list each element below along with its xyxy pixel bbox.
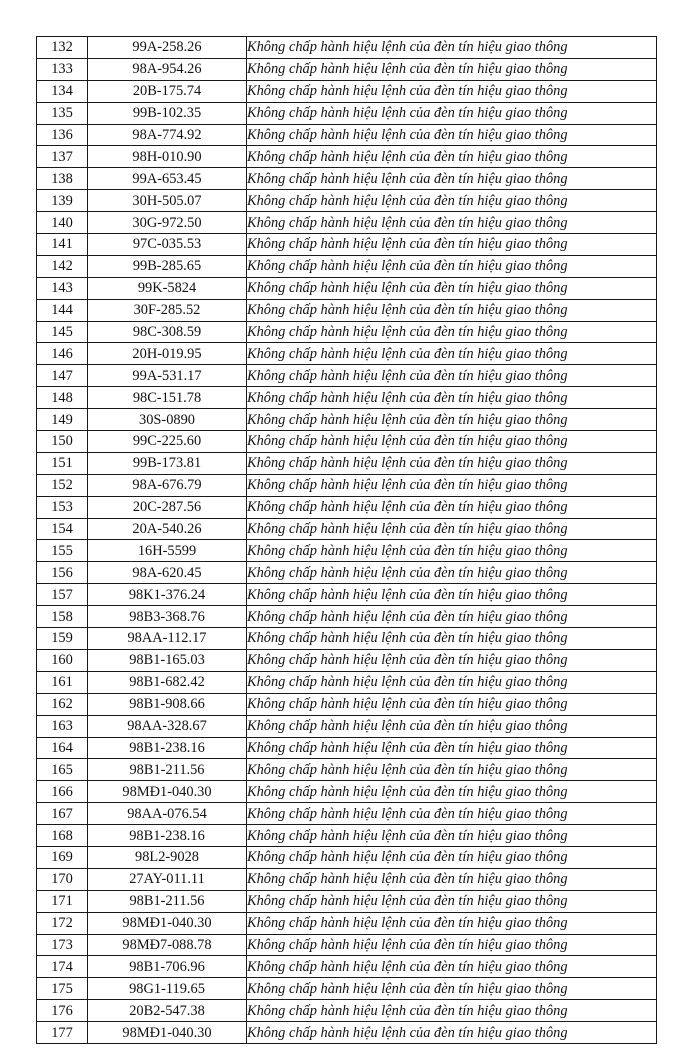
table-row	[37, 956, 657, 978]
table-row	[37, 715, 657, 737]
table-row	[37, 431, 657, 453]
license-plate-cell: 99A-653.45	[88, 168, 247, 190]
table-row	[37, 321, 657, 343]
license-plate-cell: 99B-173.81	[88, 452, 247, 474]
violation-description-cell: Không chấp hành hiệu lệnh của đèn tín hiệu giao thông	[247, 496, 657, 518]
row-number-cell: 148	[37, 387, 88, 409]
violation-description-cell: Không chấp hành hiệu lệnh của đèn tín hiệu giao thông	[247, 518, 657, 540]
row-number-cell: 140	[37, 212, 88, 234]
license-plate-cell: 98G1-119.65	[88, 978, 247, 1000]
row-number-cell: 142	[37, 255, 88, 277]
table-row	[37, 518, 657, 540]
violation-description-cell: Không chấp hành hiệu lệnh của đèn tín hiệu giao thông	[247, 255, 657, 277]
row-number-cell: 132	[37, 37, 88, 59]
table-row	[37, 649, 657, 671]
license-plate-cell: 99A-258.26	[88, 37, 247, 59]
table-row	[37, 299, 657, 321]
violation-description-cell: Không chấp hành hiệu lệnh của đèn tín hiệu giao thông	[247, 80, 657, 102]
table-row	[37, 759, 657, 781]
license-plate-cell: 16H-5599	[88, 540, 247, 562]
violation-description-cell: Không chấp hành hiệu lệnh của đèn tín hiệu giao thông	[247, 781, 657, 803]
table-row	[37, 168, 657, 190]
row-number-cell: 168	[37, 825, 88, 847]
violation-description-cell: Không chấp hành hiệu lệnh của đèn tín hiệu giao thông	[247, 277, 657, 299]
row-number-cell: 169	[37, 846, 88, 868]
violation-description-cell: Không chấp hành hiệu lệnh của đèn tín hiệu giao thông	[247, 321, 657, 343]
table-row	[37, 868, 657, 890]
row-number-cell: 157	[37, 584, 88, 606]
violation-description-cell: Không chấp hành hiệu lệnh của đèn tín hiệu giao thông	[247, 431, 657, 453]
license-plate-cell: 20B-175.74	[88, 80, 247, 102]
row-number-cell: 173	[37, 934, 88, 956]
violation-table-body	[37, 37, 657, 1044]
row-number-cell: 136	[37, 124, 88, 146]
table-row	[37, 124, 657, 146]
violation-description-cell: Không chấp hành hiệu lệnh của đèn tín hiệu giao thông	[247, 146, 657, 168]
row-number-cell: 171	[37, 890, 88, 912]
row-number-cell: 172	[37, 912, 88, 934]
row-number-cell: 155	[37, 540, 88, 562]
violation-description-cell: Không chấp hành hiệu lệnh của đèn tín hiệu giao thông	[247, 934, 657, 956]
violation-description-cell: Không chấp hành hiệu lệnh của đèn tín hiệu giao thông	[247, 124, 657, 146]
violation-description-cell: Không chấp hành hiệu lệnh của đèn tín hiệu giao thông	[247, 890, 657, 912]
violation-description-cell: Không chấp hành hiệu lệnh của đèn tín hiệu giao thông	[247, 671, 657, 693]
row-number-cell: 147	[37, 365, 88, 387]
table-row	[37, 934, 657, 956]
license-plate-cell: 98MĐ1-040.30	[88, 1022, 247, 1044]
table-row	[37, 606, 657, 628]
row-number-cell: 158	[37, 606, 88, 628]
table-row	[37, 255, 657, 277]
violation-description-cell: Không chấp hành hiệu lệnh của đèn tín hiệu giao thông	[247, 365, 657, 387]
row-number-cell: 150	[37, 431, 88, 453]
license-plate-cell: 20C-287.56	[88, 496, 247, 518]
row-number-cell: 146	[37, 343, 88, 365]
license-plate-cell: 30H-505.07	[88, 190, 247, 212]
row-number-cell: 154	[37, 518, 88, 540]
license-plate-cell: 97C-035.53	[88, 234, 247, 256]
license-plate-cell: 99C-225.60	[88, 431, 247, 453]
row-number-cell: 144	[37, 299, 88, 321]
violation-description-cell: Không chấp hành hiệu lệnh của đèn tín hiệu giao thông	[247, 693, 657, 715]
table-row	[37, 58, 657, 80]
license-plate-cell: 99B-102.35	[88, 102, 247, 124]
row-number-cell: 152	[37, 474, 88, 496]
violation-description-cell: Không chấp hành hiệu lệnh của đèn tín hiệu giao thông	[247, 759, 657, 781]
table-row	[37, 1000, 657, 1022]
violation-description-cell: Không chấp hành hiệu lệnh của đèn tín hiệu giao thông	[247, 1022, 657, 1044]
license-plate-cell: 20H-019.95	[88, 343, 247, 365]
violation-description-cell: Không chấp hành hiệu lệnh của đèn tín hiệu giao thông	[247, 540, 657, 562]
row-number-cell: 160	[37, 649, 88, 671]
license-plate-cell: 98AA-328.67	[88, 715, 247, 737]
table-row	[37, 496, 657, 518]
table-row	[37, 409, 657, 431]
table-row	[37, 80, 657, 102]
violation-table	[36, 36, 657, 1044]
violation-description-cell: Không chấp hành hiệu lệnh của đèn tín hiệu giao thông	[247, 956, 657, 978]
row-number-cell: 156	[37, 562, 88, 584]
table-row	[37, 343, 657, 365]
table-row	[37, 212, 657, 234]
license-plate-cell: 98B3-368.76	[88, 606, 247, 628]
violation-description-cell: Không chấp hành hiệu lệnh của đèn tín hiệu giao thông	[247, 343, 657, 365]
license-plate-cell: 98MĐ1-040.30	[88, 912, 247, 934]
table-row	[37, 737, 657, 759]
violation-description-cell: Không chấp hành hiệu lệnh của đèn tín hiệu giao thông	[247, 452, 657, 474]
violation-description-cell: Không chấp hành hiệu lệnh của đèn tín hiệu giao thông	[247, 387, 657, 409]
table-row	[37, 234, 657, 256]
license-plate-cell: 98B1-706.96	[88, 956, 247, 978]
violation-description-cell: Không chấp hành hiệu lệnh của đèn tín hiệu giao thông	[247, 212, 657, 234]
violation-description-cell: Không chấp hành hiệu lệnh của đèn tín hiệu giao thông	[247, 234, 657, 256]
table-row	[37, 671, 657, 693]
table-row	[37, 277, 657, 299]
row-number-cell: 176	[37, 1000, 88, 1022]
row-number-cell: 145	[37, 321, 88, 343]
table-row	[37, 584, 657, 606]
row-number-cell: 161	[37, 671, 88, 693]
license-plate-cell: 30G-972.50	[88, 212, 247, 234]
table-row	[37, 825, 657, 847]
violation-description-cell: Không chấp hành hiệu lệnh của đèn tín hiệu giao thông	[247, 168, 657, 190]
row-number-cell: 134	[37, 80, 88, 102]
license-plate-cell: 98A-774.92	[88, 124, 247, 146]
row-number-cell: 165	[37, 759, 88, 781]
row-number-cell: 149	[37, 409, 88, 431]
license-plate-cell: 99B-285.65	[88, 255, 247, 277]
license-plate-cell: 98AA-112.17	[88, 628, 247, 650]
row-number-cell: 137	[37, 146, 88, 168]
license-plate-cell: 98B1-211.56	[88, 759, 247, 781]
table-row	[37, 37, 657, 59]
license-plate-cell: 98H-010.90	[88, 146, 247, 168]
row-number-cell: 159	[37, 628, 88, 650]
license-plate-cell: 99K-5824	[88, 277, 247, 299]
table-row	[37, 912, 657, 934]
license-plate-cell: 98B1-238.16	[88, 825, 247, 847]
violation-description-cell: Không chấp hành hiệu lệnh của đèn tín hiệu giao thông	[247, 868, 657, 890]
license-plate-cell: 20B2-547.38	[88, 1000, 247, 1022]
violation-description-cell: Không chấp hành hiệu lệnh của đèn tín hiệu giao thông	[247, 606, 657, 628]
violation-description-cell: Không chấp hành hiệu lệnh của đèn tín hiệu giao thông	[247, 562, 657, 584]
license-plate-cell: 98MĐ7-088.78	[88, 934, 247, 956]
row-number-cell: 174	[37, 956, 88, 978]
license-plate-cell: 98B1-238.16	[88, 737, 247, 759]
row-number-cell: 163	[37, 715, 88, 737]
violation-description-cell: Không chấp hành hiệu lệnh của đèn tín hiệu giao thông	[247, 715, 657, 737]
violation-description-cell: Không chấp hành hiệu lệnh của đèn tín hiệu giao thông	[247, 978, 657, 1000]
violation-description-cell: Không chấp hành hiệu lệnh của đèn tín hiệu giao thông	[247, 584, 657, 606]
table-row	[37, 803, 657, 825]
license-plate-cell: 98A-676.79	[88, 474, 247, 496]
license-plate-cell: 98B1-165.03	[88, 649, 247, 671]
table-row	[37, 102, 657, 124]
license-plate-cell: 98MĐ1-040.30	[88, 781, 247, 803]
violation-description-cell: Không chấp hành hiệu lệnh của đèn tín hiệu giao thông	[247, 825, 657, 847]
license-plate-cell: 98A-954.26	[88, 58, 247, 80]
violation-description-cell: Không chấp hành hiệu lệnh của đèn tín hiệu giao thông	[247, 737, 657, 759]
row-number-cell: 151	[37, 452, 88, 474]
violation-description-cell: Không chấp hành hiệu lệnh của đèn tín hiệu giao thông	[247, 37, 657, 59]
row-number-cell: 164	[37, 737, 88, 759]
license-plate-cell: 98B1-211.56	[88, 890, 247, 912]
table-row	[37, 562, 657, 584]
table-row	[37, 146, 657, 168]
table-row	[37, 1022, 657, 1044]
table-row	[37, 890, 657, 912]
violation-description-cell: Không chấp hành hiệu lệnh của đèn tín hiệu giao thông	[247, 474, 657, 496]
violation-description-cell: Không chấp hành hiệu lệnh của đèn tín hiệu giao thông	[247, 628, 657, 650]
violation-description-cell: Không chấp hành hiệu lệnh của đèn tín hiệu giao thông	[247, 409, 657, 431]
row-number-cell: 166	[37, 781, 88, 803]
violation-description-cell: Không chấp hành hiệu lệnh của đèn tín hiệu giao thông	[247, 299, 657, 321]
license-plate-cell: 98B1-908.66	[88, 693, 247, 715]
row-number-cell: 141	[37, 234, 88, 256]
license-plate-cell: 98AA-076.54	[88, 803, 247, 825]
license-plate-cell: 20A-540.26	[88, 518, 247, 540]
table-row	[37, 540, 657, 562]
row-number-cell: 133	[37, 58, 88, 80]
row-number-cell: 143	[37, 277, 88, 299]
violation-description-cell: Không chấp hành hiệu lệnh của đèn tín hiệu giao thông	[247, 190, 657, 212]
table-row	[37, 387, 657, 409]
violation-description-cell: Không chấp hành hiệu lệnh của đèn tín hiệu giao thông	[247, 1000, 657, 1022]
row-number-cell: 177	[37, 1022, 88, 1044]
violation-description-cell: Không chấp hành hiệu lệnh của đèn tín hiệu giao thông	[247, 803, 657, 825]
violation-description-cell: Không chấp hành hiệu lệnh của đèn tín hiệu giao thông	[247, 58, 657, 80]
license-plate-cell: 30F-285.52	[88, 299, 247, 321]
row-number-cell: 175	[37, 978, 88, 1000]
row-number-cell: 153	[37, 496, 88, 518]
table-row	[37, 693, 657, 715]
violation-description-cell: Không chấp hành hiệu lệnh của đèn tín hiệu giao thông	[247, 912, 657, 934]
table-row	[37, 190, 657, 212]
table-row	[37, 978, 657, 1000]
table-row	[37, 846, 657, 868]
license-plate-cell: 98B1-682.42	[88, 671, 247, 693]
table-row	[37, 628, 657, 650]
row-number-cell: 139	[37, 190, 88, 212]
table-row	[37, 474, 657, 496]
table-row	[37, 365, 657, 387]
license-plate-cell: 27AY-011.11	[88, 868, 247, 890]
license-plate-cell: 99A-531.17	[88, 365, 247, 387]
row-number-cell: 162	[37, 693, 88, 715]
violation-description-cell: Không chấp hành hiệu lệnh của đèn tín hiệu giao thông	[247, 102, 657, 124]
row-number-cell: 138	[37, 168, 88, 190]
license-plate-cell: 98L2-9028	[88, 846, 247, 868]
document-page	[36, 36, 656, 1044]
violation-description-cell: Không chấp hành hiệu lệnh của đèn tín hiệu giao thông	[247, 649, 657, 671]
row-number-cell: 135	[37, 102, 88, 124]
row-number-cell: 167	[37, 803, 88, 825]
table-row	[37, 452, 657, 474]
license-plate-cell: 98A-620.45	[88, 562, 247, 584]
row-number-cell: 170	[37, 868, 88, 890]
table-row	[37, 781, 657, 803]
license-plate-cell: 98C-308.59	[88, 321, 247, 343]
violation-description-cell: Không chấp hành hiệu lệnh của đèn tín hiệu giao thông	[247, 846, 657, 868]
license-plate-cell: 98K1-376.24	[88, 584, 247, 606]
license-plate-cell: 30S-0890	[88, 409, 247, 431]
license-plate-cell: 98C-151.78	[88, 387, 247, 409]
